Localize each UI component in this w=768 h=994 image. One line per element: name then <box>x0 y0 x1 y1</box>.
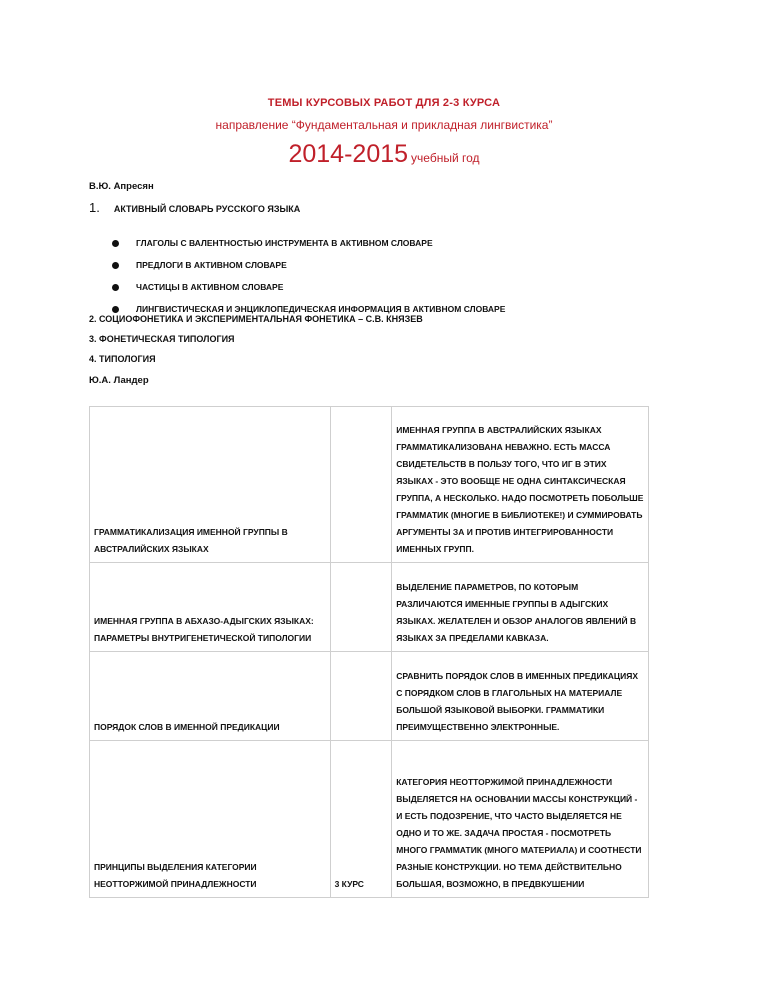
course-cell <box>330 652 392 741</box>
course-cell <box>330 407 392 563</box>
author-apresyan: В.Ю. Апресян <box>89 181 154 192</box>
description-cell: ВЫДЕЛЕНИЕ ПАРАМЕТРОВ, ПО КОТОРЫМ РАЗЛИЧАЮТСЯ ИМЕННЫЕ ГРУППЫ В АДЫГСКИХ ЯЗЫКАХ. ЖЕЛАТЕЛЕН И ОБЗОР АНАЛОГОВ ЯВЛЕНИЙ В ЯЗЫКАХ ЗА ПРЕДЕЛАМИ КАВКАЗА. <box>392 563 649 652</box>
list-item-text: ЧАСТИЦЫ В АКТИВНОМ СЛОВАРЕ <box>136 282 284 292</box>
page-title: ТЕМЫ КУРСОВЫХ РАБОТ ДЛЯ 2-3 КУРСА <box>267 97 501 109</box>
topic-cell: ПРИНЦИПЫ ВЫДЕЛЕНИЯ КАТЕГОРИИ НЕОТТОРЖИМОЙ ПРИНАДЛЕЖНОСТИ <box>90 741 331 898</box>
description-cell: ИМЕННАЯ ГРУППА В АВСТРАЛИЙСКИХ ЯЗЫКАХ ГРАММАТИКАЛИЗОВАНА НЕВАЖНО. ЕСТЬ МАССА СВИДЕТЕЛЬСТВ В ПОЛЬЗУ ТОГО, ЧТО ИГ В ЭТИХ ЯЗЫКАХ - ЭТО ВООБЩЕ НЕ ОДНА СИНТАКСИЧЕСКАЯ ГРУППА, А НЕСКОЛЬКО. НАДО ПОСМОТРЕТЬ ПОБОЛЬШЕ ГРАММАТИК (МНОГИЕ В БИБЛИОТЕКЕ!) И СУММИРОВАТЬ АРГУМЕНТЫ ЗА И ПРОТИВ ИНТЕГРИРОВАННОСТИ ИМЕННЫХ ГРУПП. <box>392 407 649 563</box>
subtopic-list <box>112 232 505 320</box>
bullet-icon <box>112 306 119 313</box>
bullet-icon <box>112 284 119 291</box>
topic-cell: ГРАММАТИКАЛИЗАЦИЯ ИМЕННОЙ ГРУППЫ В АВСТРАЛИЙСКИХ ЯЗЫКАХ <box>90 407 331 563</box>
topic-1-number: 1. <box>89 200 100 215</box>
list-item <box>112 276 505 298</box>
list-item <box>112 254 505 276</box>
list-item-text: ГЛАГОЛЫ С ВАЛЕНТНОСТЬЮ ИНСТРУМЕНТА В АКТИВНОМ СЛОВАРЕ <box>136 238 433 248</box>
table-row <box>90 407 649 563</box>
topic-2: 2. СОЦИОФОНЕТИКА И ЭКСПЕРИМЕНТАЛЬНАЯ ФОНЕТИКА – С.В. КНЯЗЕВ <box>89 314 423 324</box>
topic-1-label: АКТИВНЫЙ СЛОВАРЬ РУССКОГО ЯЗЫКА <box>113 204 301 214</box>
course-cell: 3 КУРС <box>330 741 392 898</box>
page-subtitle: направление “Фундаментальная и прикладная лингвистика” <box>215 118 553 132</box>
topic-cell: ИМЕННАЯ ГРУППА В АБХАЗО-АДЫГСКИХ ЯЗЫКАХ: ПАРАМЕТРЫ ВНУТРИГЕНЕТИЧЕСКОЙ ТИПОЛОГИИ <box>90 563 331 652</box>
table-row <box>90 652 649 741</box>
table-row <box>90 741 649 898</box>
list-item-text: ЛИНГВИСТИЧЕСКАЯ И ЭНЦИКЛОПЕДИЧЕСКАЯ ИНФОРМАЦИЯ В АКТИВНОМ СЛОВАРЕ <box>136 304 506 314</box>
course-cell <box>330 563 392 652</box>
description-cell: СРАВНИТЬ ПОРЯДОК СЛОВ В ИМЕННЫХ ПРЕДИКАЦИЯХ С ПОРЯДКОМ СЛОВ В ГЛАГОЛЬНЫХ НА МАТЕРИАЛЕ БОЛЬШОЙ ЯЗЫКОВОЙ ВЫБОРКИ. ГРАММАТИКИ ПРЕИМУЩЕСТВЕННО ЭЛЕКТРОННЫЕ. <box>392 652 649 741</box>
year-range: 2014-2015 <box>288 140 409 168</box>
topic-1 <box>89 200 300 215</box>
bullet-icon <box>112 240 119 247</box>
year-suffix: учебный год <box>411 151 480 165</box>
description-cell: КАТЕГОРИЯ НЕОТТОРЖИМОЙ ПРИНАДЛЕЖНОСТИ ВЫДЕЛЯЕТСЯ НА ОСНОВАНИИ МАССЫ КОНСТРУКЦИЙ - И ЕСТЬ ПОДОЗРЕНИЕ, ЧТО ЧАСТО ВЫДЕЛЯЕТСЯ НЕ ОДНО И ТО ЖЕ. ЗАДАЧА ПРОСТАЯ - ПОСМОТРЕТЬ МНОГО ГРАММАТИК (МНОГО МАТЕРИАЛА) И СООТНЕСТИ РАЗНЫЕ КОНСТРУКЦИИ. НО ТЕМА ДЕЙСТВИТЕЛЬНО БОЛЬШАЯ, ВОЗМОЖНО, В ПРЕДВКУШЕНИИ <box>392 741 649 898</box>
topic-cell: ПОРЯДОК СЛОВ В ИМЕННОЙ ПРЕДИКАЦИИ <box>90 652 331 741</box>
topic-4: 4. ТИПОЛОГИЯ <box>89 354 156 364</box>
list-item <box>112 232 505 254</box>
table-row <box>90 563 649 652</box>
bullet-icon <box>112 262 119 269</box>
topics-table <box>89 406 649 898</box>
author-lander: Ю.А. Ландер <box>89 375 149 386</box>
topic-3: 3. ФОНЕТИЧЕСКАЯ ТИПОЛОГИЯ <box>89 334 235 344</box>
academic-year <box>0 140 768 169</box>
list-item-text: ПРЕДЛОГИ В АКТИВНОМ СЛОВАРЕ <box>136 260 287 270</box>
